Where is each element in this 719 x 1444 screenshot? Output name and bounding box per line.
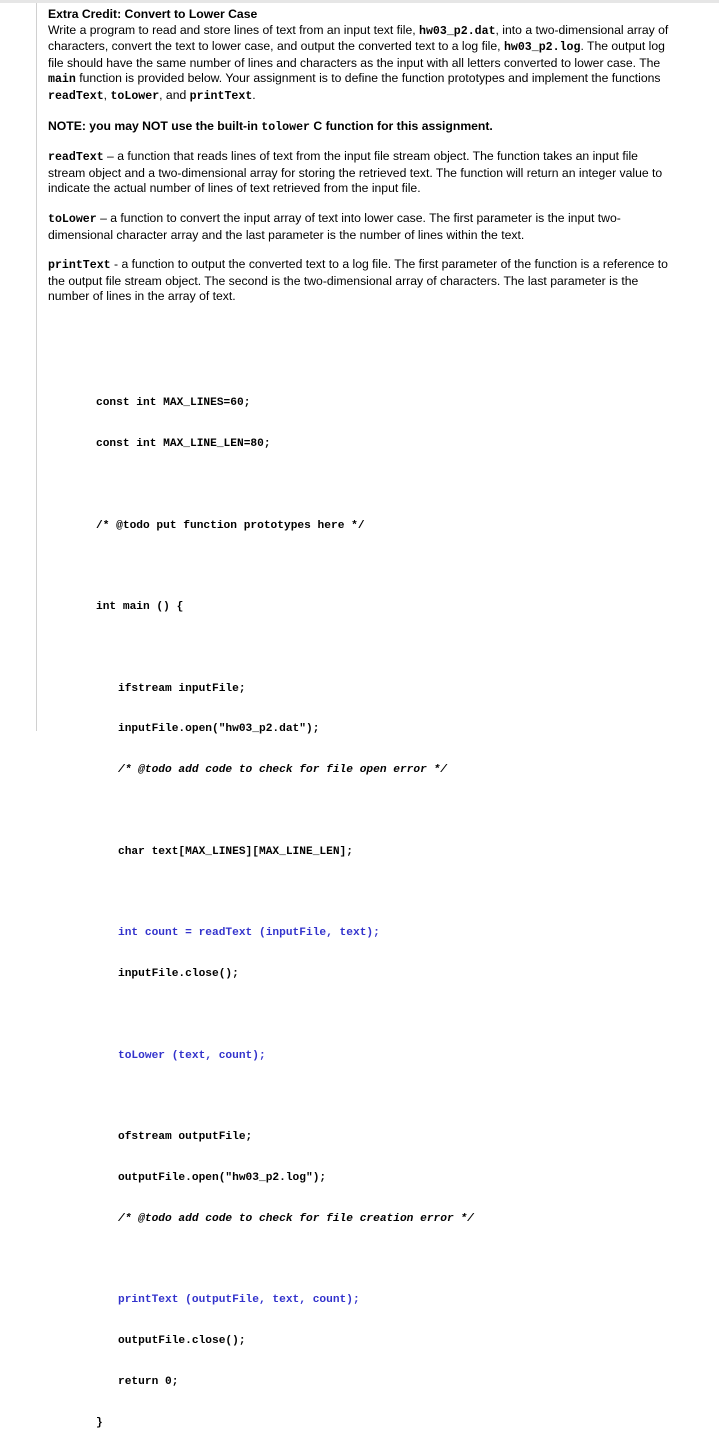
code-line: return 0; <box>118 1375 179 1388</box>
code-line: outputFile.close(); <box>118 1335 246 1348</box>
intro-text-4: function is provided below. Your assignment is to define the function prototypes and implement the functions <box>75 71 661 86</box>
code-line: int count = readText (inputFile, text); <box>118 927 380 940</box>
intro-paragraph <box>48 23 678 105</box>
log-filename: hw03_p2.log <box>503 41 581 55</box>
code-line: ofstream outputFile; <box>118 1131 253 1144</box>
input-filename: hw03_p2.dat <box>419 24 496 38</box>
intro-text-5: , <box>103 87 111 102</box>
code-line: inputFile.close(); <box>118 968 239 981</box>
left-page-edge <box>36 3 37 731</box>
intro-text-6: , and <box>159 87 190 102</box>
code-line: printText (outputFile, text, count); <box>118 1294 360 1307</box>
printtext-desc: - a function to output the converted text to a log file. The first parameter of the function is a reference to the output file stream object. The second is the two-dimensional array of characters. The last parameter is the number of lines in the array of text. <box>48 257 668 304</box>
readtext-name: readText <box>48 151 104 165</box>
intro-text-1: Write a program to read and store lines of text from an input text file, <box>48 22 419 37</box>
code-line: int main () { <box>96 601 184 614</box>
tolower-paragraph <box>48 211 678 243</box>
intro-text-3: . The output log file should have the same number of lines and characters as the input with all letters converted to lower case. The <box>48 39 665 70</box>
code-line: toLower (text, count); <box>118 1049 266 1062</box>
code-line: char text[MAX_LINES][MAX_LINE_LEN]; <box>118 845 353 858</box>
code-listing <box>96 370 474 1444</box>
tolower-name: toLower <box>48 212 97 226</box>
code-line: inputFile.open("hw03_p2.dat"); <box>118 723 320 736</box>
fn-readtext: readText <box>48 89 104 103</box>
main-keyword: main <box>48 73 76 87</box>
assignment-page <box>48 7 678 305</box>
note-text-1: NOTE: you may NOT use the built-in <box>48 118 262 133</box>
section-title: Extra Credit: Convert to Lower Case <box>48 7 258 21</box>
code-line: ifstream inputFile; <box>118 682 246 695</box>
readtext-desc: – a function that reads lines of text from the input file stream object. The function takes an input file stream object and a two-dimensional array for storing the retrieved text. The function will return an integer value to indicate the actual number of lines of text retrieved from the input file. <box>48 149 663 196</box>
code-line: const int MAX_LINE_LEN=80; <box>96 437 271 450</box>
code-line: outputFile.open("hw03_p2.log"); <box>118 1172 327 1185</box>
code-comment: /* @todo add code to check for file open error */ <box>118 764 447 777</box>
fn-printtext: printText <box>189 89 253 103</box>
fn-tolower: toLower <box>110 89 160 103</box>
code-line: /* @todo put function prototypes here */ <box>96 519 365 532</box>
printtext-name: printText <box>48 259 111 273</box>
printtext-paragraph <box>48 257 678 305</box>
tolower-desc: – a function to convert the input array of text into lower case. The first parameter is the input two-dimensional character array and the last parameter is the number of lines within the text. <box>48 210 621 242</box>
code-comment: /* @todo add code to check for file creation error */ <box>118 1212 474 1225</box>
note-text-2: C function for this assignment. <box>310 118 493 133</box>
note-paragraph <box>48 119 678 136</box>
intro-text-2: , into a two-dimensional array of characters, convert the text to lower case, and output the converted text to a log file, <box>48 22 669 54</box>
top-divider <box>0 0 719 3</box>
code-line: } <box>96 1416 103 1429</box>
note-fn: tolower <box>261 120 310 134</box>
code-line: const int MAX_LINES=60; <box>96 397 251 410</box>
intro-text-7: . <box>252 87 256 102</box>
readtext-paragraph <box>48 149 678 197</box>
